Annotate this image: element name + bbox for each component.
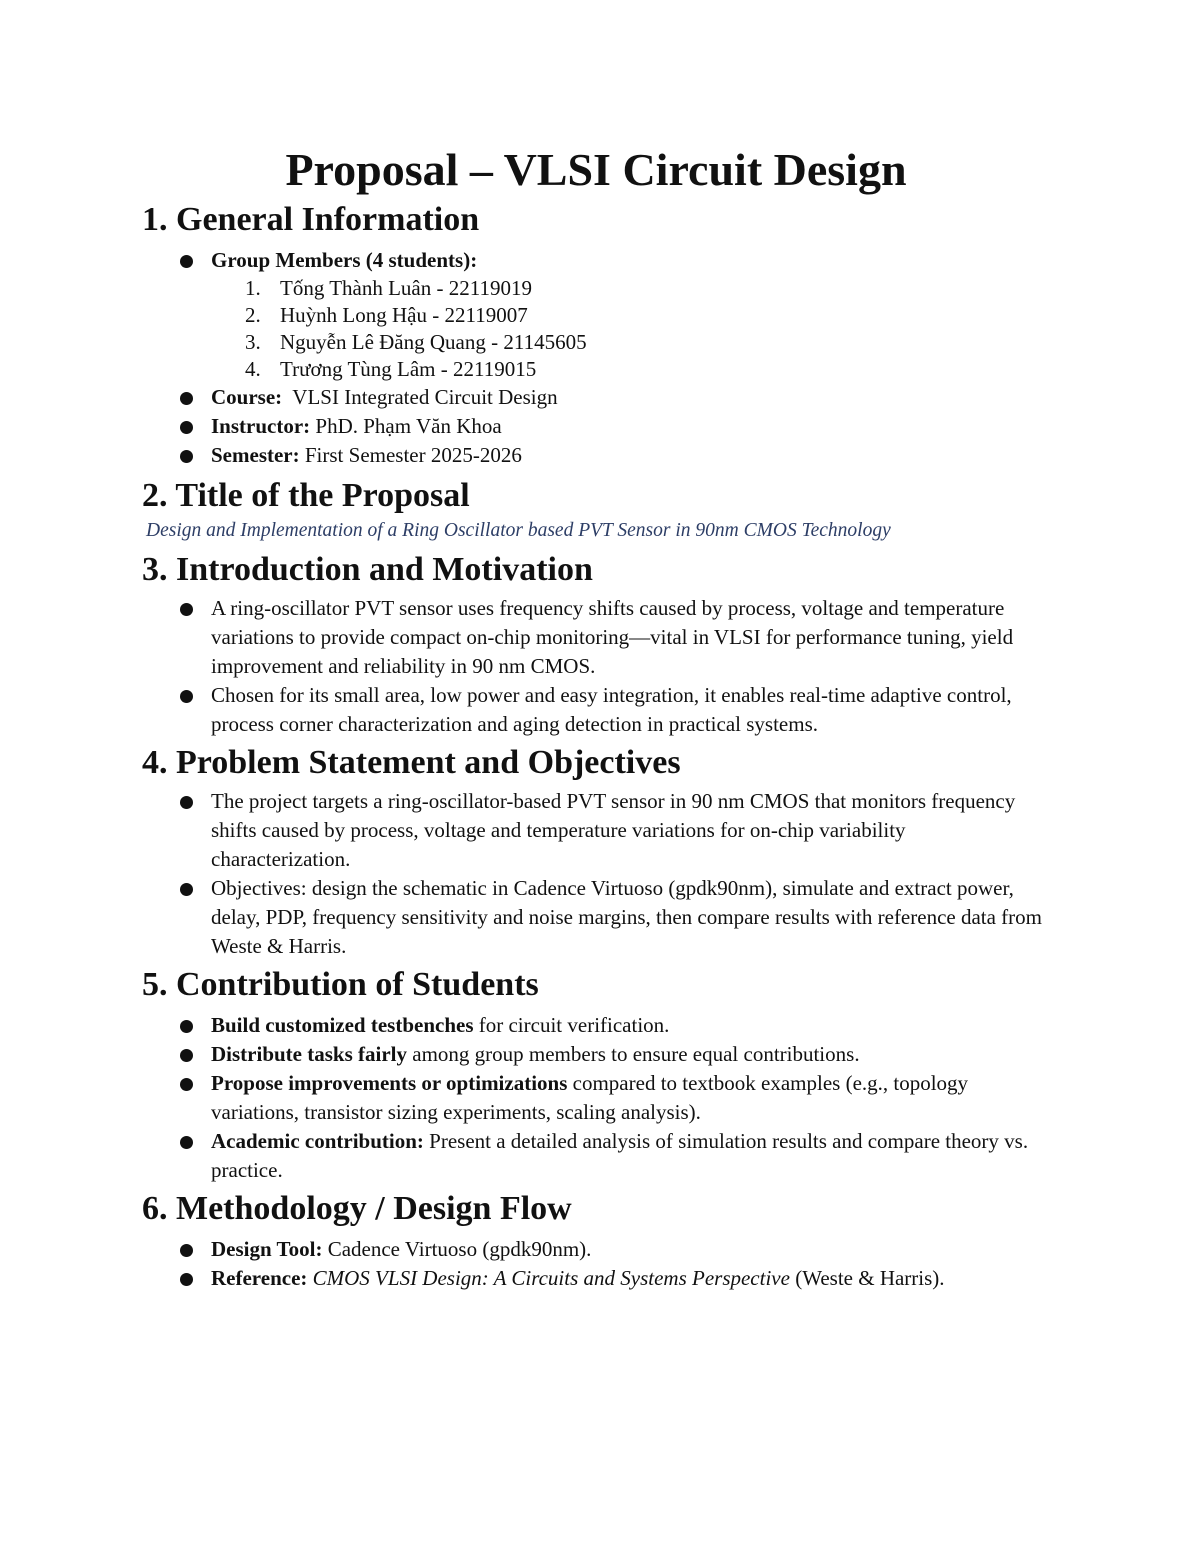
bullet-icon — [180, 1020, 193, 1033]
course-value: VLSI Integrated Circuit Design — [292, 385, 558, 409]
list-item-text: Chosen for its small area, low power and easy integration, it enables real-time adaptive control, process corner characterization and aging detection in practical systems. — [211, 683, 1012, 736]
list-item-text: Objectives: design the schematic in Cadence Virtuoso (gpdk90nm), simulate and extract power, delay, PDP, frequency sensitivity and noise margins, then compare results with reference data from Weste & Harris. — [211, 876, 1043, 958]
reference-title: CMOS VLSI Design: A Circuits and Systems Perspective — [312, 1266, 790, 1290]
document-title: Proposal – VLSI Circuit Design — [285, 144, 907, 195]
list-item — [180, 1235, 1050, 1264]
member-item — [245, 356, 1050, 383]
member-number: 2. — [245, 303, 261, 327]
list-item — [180, 441, 1050, 470]
bullet-icon — [180, 796, 193, 809]
member-name: Trương Tùng Lâm - 22119015 — [280, 357, 537, 381]
proposal-subtitle: Design and Implementation of a Ring Oscillator based PVT Sensor in 90nm CMOS Technology — [146, 520, 891, 541]
section-heading-title-of-proposal: 2. Title of the Proposal — [142, 477, 470, 514]
instructor-value: PhD. Phạm Văn Khoa — [315, 414, 502, 438]
member-number: 1. — [245, 276, 261, 300]
list-item — [180, 1127, 1050, 1185]
member-item — [245, 275, 1050, 302]
reference-authors: (Weste & Harris). — [789, 1266, 945, 1290]
design-tool-value: Cadence Virtuoso (gpdk90nm). — [322, 1237, 592, 1261]
list-item — [180, 383, 1050, 412]
group-members-label: Group Members (4 students): — [211, 248, 478, 272]
reference-label: Reference: — [211, 1266, 308, 1290]
instructor-label: Instructor: — [211, 414, 311, 438]
methodology-list — [142, 1235, 1050, 1293]
bullet-icon — [180, 255, 193, 268]
bullet-icon — [180, 1244, 193, 1257]
course-label: Course: — [211, 385, 283, 409]
member-name: Nguyễn Lê Đăng Quang - 21145605 — [280, 330, 587, 354]
section-heading-introduction: 3. Introduction and Motivation — [142, 551, 593, 588]
list-item-bold: Distribute tasks fairly — [211, 1042, 407, 1066]
list-item — [180, 1069, 1050, 1127]
semester-value: First Semester 2025-2026 — [304, 443, 522, 467]
member-name: Huỳnh Long Hậu - 22119007 — [280, 303, 528, 327]
bullet-icon — [180, 690, 193, 703]
list-item — [180, 594, 1050, 681]
section-heading-general-information: 1. General Information — [142, 201, 480, 238]
section-heading-contribution: 5. Contribution of Students — [142, 966, 539, 1003]
bullet-icon — [180, 883, 193, 896]
section-heading-problem-statement: 4. Problem Statement and Objectives — [142, 744, 681, 781]
list-item-text: among group members to ensure equal contributions. — [407, 1042, 860, 1066]
list-item — [180, 681, 1050, 739]
bullet-icon — [180, 1273, 193, 1286]
bullet-icon — [180, 603, 193, 616]
member-number: 4. — [245, 357, 261, 381]
member-name: Tống Thành Luân - 22119019 — [280, 276, 532, 300]
list-item-bold: Build customized testbenches — [211, 1013, 474, 1037]
bullet-icon — [180, 1049, 193, 1062]
list-item-bold: Propose improvements or optimizations — [211, 1071, 568, 1095]
list-item-text: The project targets a ring-oscillator-based PVT sensor in 90 nm CMOS that monitors frequency shifts caused by process, voltage and temperature variations for on-chip variability characterization. — [211, 789, 1016, 871]
list-item-text: compared to textbook examples (e.g., topology variations, transistor sizing experiments, scaling analysis). — [211, 1071, 969, 1124]
bullet-icon — [180, 1136, 193, 1149]
list-item-text: for circuit verification. — [473, 1013, 670, 1037]
member-item — [245, 302, 1050, 329]
section-heading-methodology: 6. Methodology / Design Flow — [142, 1190, 572, 1227]
list-item — [180, 1011, 1050, 1040]
bullet-icon — [180, 450, 193, 463]
introduction-list — [142, 594, 1050, 739]
design-tool-label: Design Tool: — [211, 1237, 323, 1261]
list-item-text: Present a detailed analysis of simulation results and compare theory vs. practice. — [211, 1129, 1029, 1182]
semester-label: Semester: — [211, 443, 300, 467]
general-info-list — [142, 246, 1050, 470]
bullet-icon — [180, 392, 193, 405]
member-item — [245, 329, 1050, 356]
list-item — [180, 246, 1050, 383]
list-item-text: A ring-oscillator PVT sensor uses frequency shifts caused by process, voltage and temperature variations to provide compact on-chip monitoring—vital in VLSI for performance tuning, yield improvement and reliability in 90 nm CMOS. — [211, 596, 1014, 678]
list-item — [180, 787, 1050, 874]
contribution-list — [142, 1011, 1050, 1185]
bullet-icon — [180, 421, 193, 434]
members-list — [211, 275, 1050, 383]
list-item — [180, 1264, 1050, 1293]
bullet-icon — [180, 1078, 193, 1091]
problem-statement-list — [142, 787, 1050, 961]
list-item — [180, 412, 1050, 441]
list-item — [180, 874, 1050, 961]
list-item-bold: Academic contribution: — [211, 1129, 424, 1153]
list-item — [180, 1040, 1050, 1069]
member-number: 3. — [245, 330, 261, 354]
